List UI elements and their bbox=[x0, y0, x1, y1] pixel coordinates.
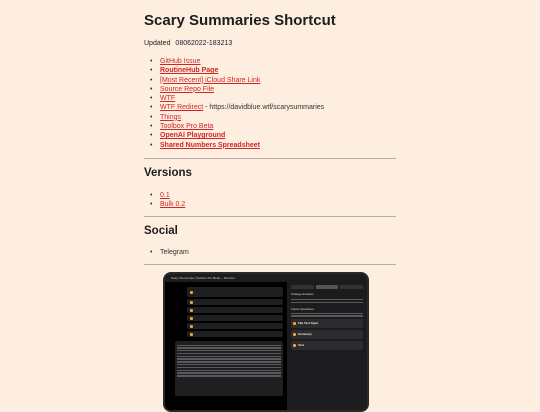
things-link[interactable]: Things bbox=[160, 113, 182, 121]
divider bbox=[144, 158, 396, 159]
action-block bbox=[187, 331, 283, 337]
list-item bbox=[144, 103, 324, 112]
divider bbox=[144, 264, 396, 265]
list-item bbox=[144, 131, 324, 140]
links-list bbox=[144, 57, 324, 150]
redirect-url-text: https://davidblue.wtf/scarysummaries bbox=[209, 104, 325, 112]
shortcut-screenshot bbox=[163, 272, 369, 412]
version-link[interactable]: Bulk 0.2 bbox=[160, 201, 186, 209]
github-issue-link[interactable]: GitHub Issue bbox=[160, 58, 201, 65]
numbers-spreadsheet-link[interactable]: Shared Numbers Spreadsheet bbox=[160, 141, 260, 149]
social-heading: Social bbox=[144, 225, 178, 237]
list-item bbox=[144, 94, 324, 103]
shortcut-sidebar bbox=[287, 282, 367, 412]
page-title: Scary Summaries Shortcut bbox=[144, 12, 336, 29]
action-block bbox=[187, 299, 283, 305]
action-block bbox=[187, 323, 283, 329]
telegram-item: Telegram bbox=[160, 249, 189, 256]
list-item bbox=[144, 200, 185, 209]
openai-playground-link[interactable]: OpenAI Playground bbox=[160, 132, 226, 140]
version-link[interactable]: 0.1 bbox=[160, 192, 170, 199]
list-item bbox=[144, 248, 189, 257]
updated-line bbox=[144, 40, 232, 47]
wtf-link[interactable]: WTF bbox=[160, 95, 176, 103]
list-item bbox=[144, 66, 324, 75]
window-title: Scary Summaries (Toolbox Pro Beta) – Shortcut bbox=[171, 276, 235, 280]
sidebar-card: File Text Input bbox=[291, 319, 363, 328]
sidebar-title: Change Answers bbox=[291, 292, 314, 296]
separator: - bbox=[203, 104, 210, 112]
action-block bbox=[187, 287, 283, 297]
action-block bbox=[187, 307, 283, 313]
routinehub-link[interactable]: RoutineHub Page bbox=[160, 67, 219, 75]
list-item bbox=[144, 122, 324, 131]
social-list bbox=[144, 248, 189, 257]
toolbox-pro-link[interactable]: Toolbox Pro Beta bbox=[160, 123, 214, 131]
action-block bbox=[187, 315, 283, 321]
source-repo-link[interactable]: Source Repo File bbox=[160, 85, 215, 93]
shortcut-editor bbox=[165, 282, 287, 412]
sidebar-card: Text bbox=[291, 341, 363, 350]
list-item bbox=[144, 113, 324, 122]
icloud-share-link[interactable]: [Most Recent] iCloud Share Link bbox=[160, 76, 261, 84]
list-item bbox=[144, 141, 324, 150]
window-titlebar bbox=[165, 274, 367, 282]
updated-code: 08062022-183213 bbox=[175, 40, 233, 47]
wtf-redirect-link[interactable]: WTF Redirect bbox=[160, 104, 204, 112]
list-item bbox=[144, 76, 324, 85]
list-item bbox=[144, 191, 185, 200]
list-item bbox=[144, 57, 324, 66]
divider bbox=[144, 216, 396, 217]
text-action-block bbox=[175, 341, 283, 396]
sidebar-card: Summary bbox=[291, 330, 363, 339]
updated-label: Updated bbox=[144, 40, 171, 47]
sidebar-heading: Import Questions bbox=[291, 307, 314, 312]
list-item bbox=[144, 85, 324, 94]
versions-list bbox=[144, 191, 185, 210]
versions-heading: Versions bbox=[144, 167, 192, 179]
